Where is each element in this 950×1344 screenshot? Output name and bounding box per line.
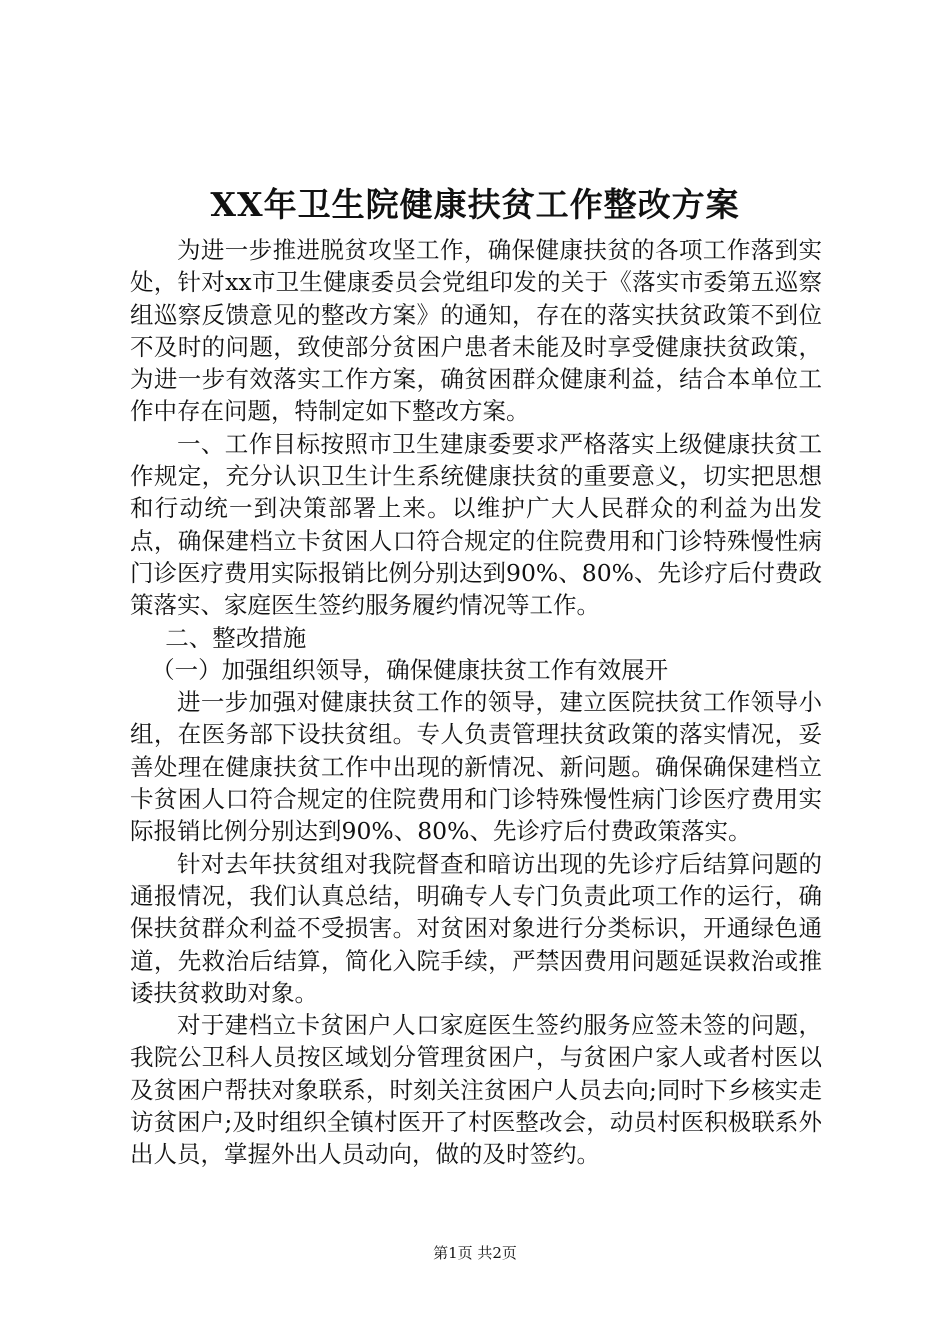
paragraph-goal: 一、工作目标按照市卫生建康委要求严格落实上级健康扶贫工作规定，充分认识卫生计生系统健康扶贫的重要意义，切实把思想和行动统一到决策部署上来。以维护广大人民群众的利益为出发点，确保建档立卡贫困人口符合规定的住院费用和门诊特殊慢性病门诊医疗费用实际报销比例分别达到90%、80%、先诊疗后付费政策落实、家庭医生签约服务履约情况等工作。 (130, 429, 822, 620)
paragraph-leadership: 进一步加强对健康扶贫工作的领导，建立医院扶贫工作领导小组，在医务部下设扶贫组。专人负责管理扶贫政策的落实情况，妥善处理在健康扶贫工作中出现的新情况、新问题。确保确保建档立卡贫困人口符合规定的住院费用和门诊特殊慢性病门诊医疗费用实际报销比例分别达到90%、80%、先诊疗后付费政策落实。 (130, 688, 822, 846)
document-title: XX年卫生院健康扶贫工作整改方案 (210, 185, 740, 224)
page-footer: 第1页 共2页 (433, 1244, 517, 1262)
paragraph-intro: 为进一步推进脱贫攻坚工作，确保健康扶贫的各项工作落到实处，针对xx市卫生健康委员会党组印发的关于《落实市委第五巡察组巡察反馈意见的整改方案》的通知，存在的落实扶贫政策不到位不及时的问题，致使部分贫困户患者未能及时享受健康扶贫政策，为进一步有效落实工作方案，确贫困群众健康利益，结合本单位工作中存在问题，特制定如下整改方案。 (130, 236, 822, 426)
section-heading-measures: 二、整改措施 (165, 623, 307, 652)
paragraph-family-doctor: 对于建档立卡贫困户人口家庭医生签约服务应签未签的问题，我院公卫科人员按区域划分管理贫困户，与贫困户家人或者村医以及贫困户帮扶对象联系，时刻关注贫困户人员去向;同时下乡核实走访贫困户;及时组织全镇村医开了村医整改会，动员村医积极联系外出人员，掌握外出人员动向，做的及时签约。 (130, 1011, 822, 1169)
paragraph-inspection: 针对去年扶贫组对我院督查和暗访出现的先诊疗后结算问题的通报情况，我们认真总结，明确专人专门负责此项工作的运行，确保扶贫群众利益不受损害。对贫困对象进行分类标识，开通绿色通道，先救治后结算，简化入院手续，严禁因费用问题延误救治或推诿扶贫救助对象。 (130, 849, 822, 1007)
document-body (130, 234, 822, 1171)
subsection-heading-organization: （一）加强组织领导，确保健康扶贫工作有效展开 (151, 655, 669, 684)
